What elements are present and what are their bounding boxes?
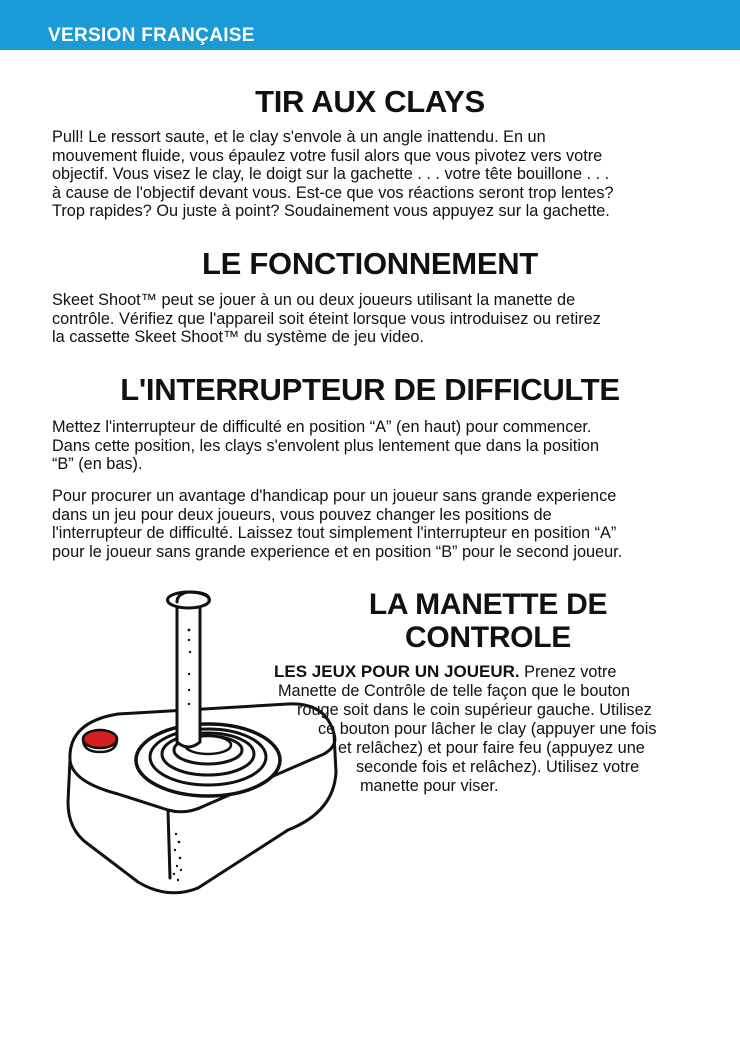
header-bar <box>0 0 740 50</box>
section-title-interrupteur: L'INTERRUPTEUR DE DIFFICULTE <box>120 372 620 407</box>
paragraph-interrupteur-2: Pour procurer un avantage d'handicap pour un joueur sans grande experience dans un jeu pour deux joueurs, vous pouvez changer les positions de l'interrupteur de difficulté. Laissez tout simplement l'interrupteur en position “A” pour le joueur sans grande experience et en position “B” pour le second joueur. <box>52 487 623 561</box>
red-button-icon <box>83 730 117 748</box>
section-title-fonctionnement: LE FONCTIONNEMENT <box>202 246 538 281</box>
joystick-illustration <box>58 582 343 900</box>
paragraph-fonctionnement: Skeet Shoot™ peut se jouer à un ou deux joueurs utilisant la manette de contrôle. Vérifiez que l'appareil soit éteint lorsque vous introduisez ou retirez la cassette Skeet Shoot™ du système de jeu video. <box>52 291 601 347</box>
section-title-tir: TIR AUX CLAYS <box>255 84 485 119</box>
version-label: VERSION FRANÇAISE <box>48 25 255 46</box>
paragraph-tir: Pull! Le ressort saute, et le clay s'envole à un angle inattendu. En un mouvement fluide, vous épaulez votre fusil alors que vous pivotez vers votre objectif. Vous visez le clay, le doigt sur la gachette . . . votre tête bouillone . . . à cause de l'objectif devant vous. Est-ce que vos réactions seront trop lentes? Trop rapides? Ou juste à point? Soudainement vous appuyez sur la gachette. <box>52 128 614 221</box>
section-title-manette: LA MANETTE DE CONTROLE <box>368 588 608 654</box>
paragraph-interrupteur-1: Mettez l'interrupteur de difficulté en position “A” (en haut) pour commencer. Dans cette position, les clays s'envolent plus lentement que dans la position “B” (en bas). <box>52 418 600 474</box>
